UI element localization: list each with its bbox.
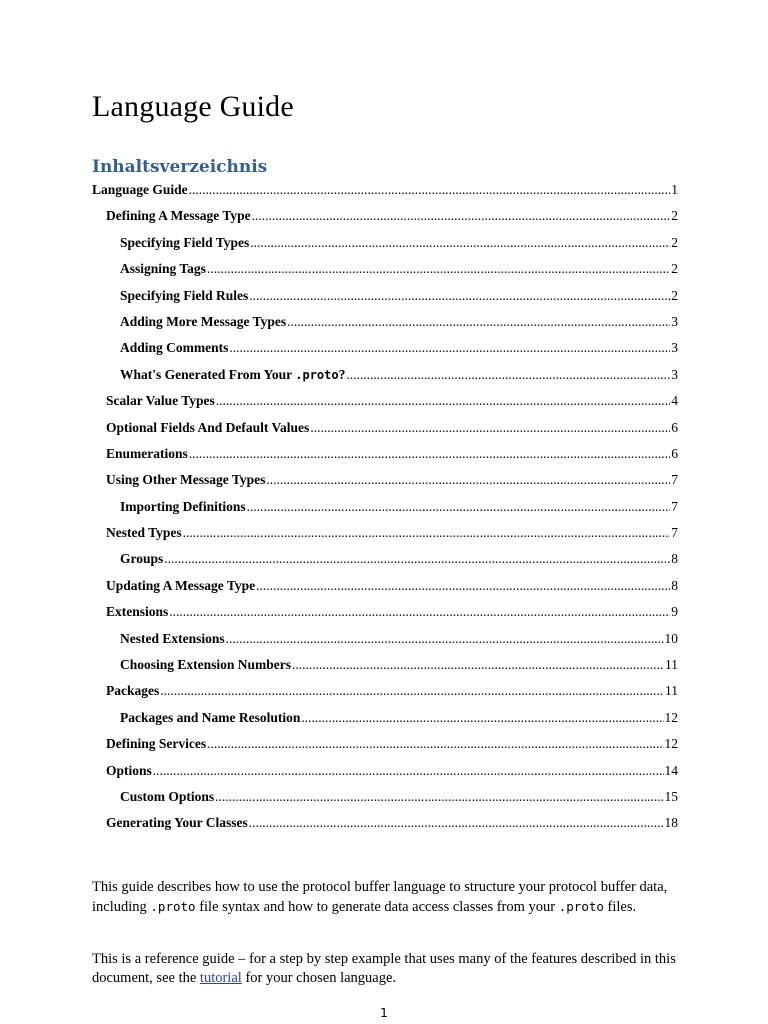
toc-entry[interactable]: [92, 652, 678, 678]
toc-page-number: 2: [671, 208, 678, 224]
toc-entry[interactable]: [92, 626, 678, 652]
toc-dot-leader: [164, 546, 670, 572]
toc-entry-title: Nested Extensions: [120, 630, 225, 646]
toc-entry[interactable]: [92, 230, 678, 256]
toc-entry[interactable]: [92, 203, 678, 229]
toc-entry-title: Custom Options: [120, 788, 215, 804]
toc-entry[interactable]: [92, 415, 678, 441]
toc-entry-title: Generating Your Classes: [106, 815, 248, 831]
toc-dot-leader: [215, 784, 663, 810]
toc-entry[interactable]: [92, 362, 678, 388]
page-number: 1: [380, 1005, 388, 1020]
table-of-contents: [92, 177, 678, 837]
toc-page-number: 2: [671, 234, 678, 250]
toc-page-number: 12: [664, 736, 678, 752]
reference-text-part1: This is a reference guide – for a step by step example that uses many of the features described in this document, see the: [92, 951, 676, 986]
toc-dot-leader: [252, 203, 671, 229]
toc-heading: Inhaltsverzeichnis: [92, 157, 268, 177]
toc-dot-leader: [249, 810, 664, 836]
toc-page-number: 14: [664, 762, 678, 778]
toc-entry[interactable]: [92, 494, 678, 520]
toc-page-number: 3: [671, 313, 678, 329]
toc-dot-leader: [207, 256, 670, 282]
toc-entry-title: Defining Services: [106, 736, 207, 752]
toc-entry[interactable]: [92, 731, 678, 757]
toc-entry-title: Adding Comments: [120, 340, 229, 356]
toc-entry[interactable]: [92, 283, 678, 309]
toc-entry[interactable]: [92, 599, 678, 625]
document-title: Language Guide: [92, 90, 294, 123]
toc-dot-leader: [247, 494, 671, 520]
toc-entry[interactable]: [92, 256, 678, 282]
toc-entry[interactable]: [92, 388, 678, 414]
toc-entry[interactable]: [92, 810, 678, 836]
toc-page-number: 4: [671, 393, 678, 409]
toc-entry-title: Language Guide: [92, 182, 188, 197]
toc-page-number: 9: [671, 604, 678, 620]
toc-dot-leader: [207, 731, 663, 757]
toc-dot-leader: [310, 415, 670, 441]
toc-dot-leader: [266, 467, 670, 493]
toc-dot-leader: [183, 520, 671, 546]
toc-page-number: 8: [671, 551, 678, 567]
toc-entry[interactable]: [92, 546, 678, 572]
toc-dot-leader: [249, 283, 670, 309]
toc-entry-title: Packages and Name Resolution: [120, 709, 301, 725]
intro-text-part1: This guide describes how to use the protocol buffer language to structure your protocol buffer data, including: [92, 879, 668, 915]
toc-entry-title: Specifying Field Rules: [120, 287, 249, 303]
toc-entry-title: Updating A Message Type: [106, 577, 256, 593]
toc-entry[interactable]: [92, 177, 678, 203]
toc-page-number: 12: [664, 709, 678, 725]
intro-code-proto-2: .proto: [558, 899, 604, 914]
intro-paragraph: [92, 878, 682, 917]
toc-dot-leader: [301, 705, 663, 731]
toc-entry[interactable]: [92, 520, 678, 546]
toc-page-number: 15: [664, 788, 678, 804]
toc-page-number: 7: [671, 498, 678, 514]
toc-entry-title: Extensions: [106, 604, 169, 620]
toc-dot-leader: [292, 652, 664, 678]
toc-page-number: 7: [671, 472, 678, 488]
toc-entry[interactable]: [92, 441, 678, 467]
toc-entry-title: Assigning Tags: [120, 261, 206, 277]
toc-page-number: 18: [664, 815, 678, 831]
toc-page-number: 2: [671, 287, 678, 303]
toc-dot-leader: [189, 177, 671, 203]
intro-code-proto-1: .proto: [150, 899, 196, 914]
intro-text-part2: file syntax and how to generate data access classes from your: [195, 899, 559, 915]
toc-page-number: 3: [671, 366, 678, 382]
toc-entry-title: What's Generated From Your .proto?: [120, 366, 346, 382]
toc-entry[interactable]: [92, 758, 678, 784]
toc-entry-title: Options: [106, 762, 152, 778]
toc-page-number: 11: [665, 683, 678, 699]
toc-dot-leader: [346, 362, 670, 388]
toc-entry[interactable]: [92, 678, 678, 704]
toc-entry[interactable]: [92, 573, 678, 599]
toc-page-number: 6: [671, 419, 678, 435]
toc-dot-leader: [229, 335, 670, 361]
toc-entry[interactable]: [92, 309, 678, 335]
toc-entry[interactable]: [92, 335, 678, 361]
toc-page-number: 2: [671, 261, 678, 277]
toc-entry[interactable]: [92, 467, 678, 493]
reference-paragraph: [92, 950, 682, 988]
toc-dot-leader: [153, 758, 664, 784]
toc-entry[interactable]: [92, 705, 678, 731]
tutorial-link[interactable]: tutorial: [199, 970, 242, 986]
toc-dot-leader: [287, 309, 670, 335]
toc-dot-leader: [160, 678, 664, 704]
toc-page-number: 10: [664, 630, 678, 646]
toc-entry-title: Packages: [106, 683, 160, 699]
toc-dot-leader: [226, 626, 664, 652]
toc-entry-title: Specifying Field Types: [120, 234, 250, 250]
toc-page-number: 6: [671, 445, 678, 461]
toc-entry-title: Nested Types: [106, 525, 182, 541]
toc-entry[interactable]: [92, 784, 678, 810]
toc-entry-title: Importing Definitions: [120, 498, 246, 514]
intro-text-part3: files.: [603, 899, 637, 915]
toc-entry-title: Groups: [120, 551, 164, 567]
toc-entry-title: Defining A Message Type: [106, 208, 251, 224]
toc-dot-leader: [256, 573, 670, 599]
toc-page-number: 3: [671, 340, 678, 356]
toc-dot-leader: [169, 599, 670, 625]
toc-page-number: 1: [671, 182, 678, 197]
toc-page-number: 8: [671, 577, 678, 593]
toc-page-number: 7: [671, 525, 678, 541]
toc-entry-title: Optional Fields And Default Values: [106, 419, 310, 435]
toc-entry-title: Enumerations: [106, 445, 188, 461]
toc-entry-title: Choosing Extension Numbers: [120, 657, 292, 673]
toc-entry-title: Using Other Message Types: [106, 472, 266, 488]
toc-dot-leader: [250, 230, 670, 256]
toc-dot-leader: [216, 388, 670, 414]
reference-text-part2: for your chosen language.: [241, 970, 397, 986]
toc-entry-title: Scalar Value Types: [106, 393, 215, 409]
toc-page-number: 11: [665, 657, 678, 673]
toc-dot-leader: [189, 441, 670, 467]
toc-entry-title: Adding More Message Types: [120, 313, 287, 329]
